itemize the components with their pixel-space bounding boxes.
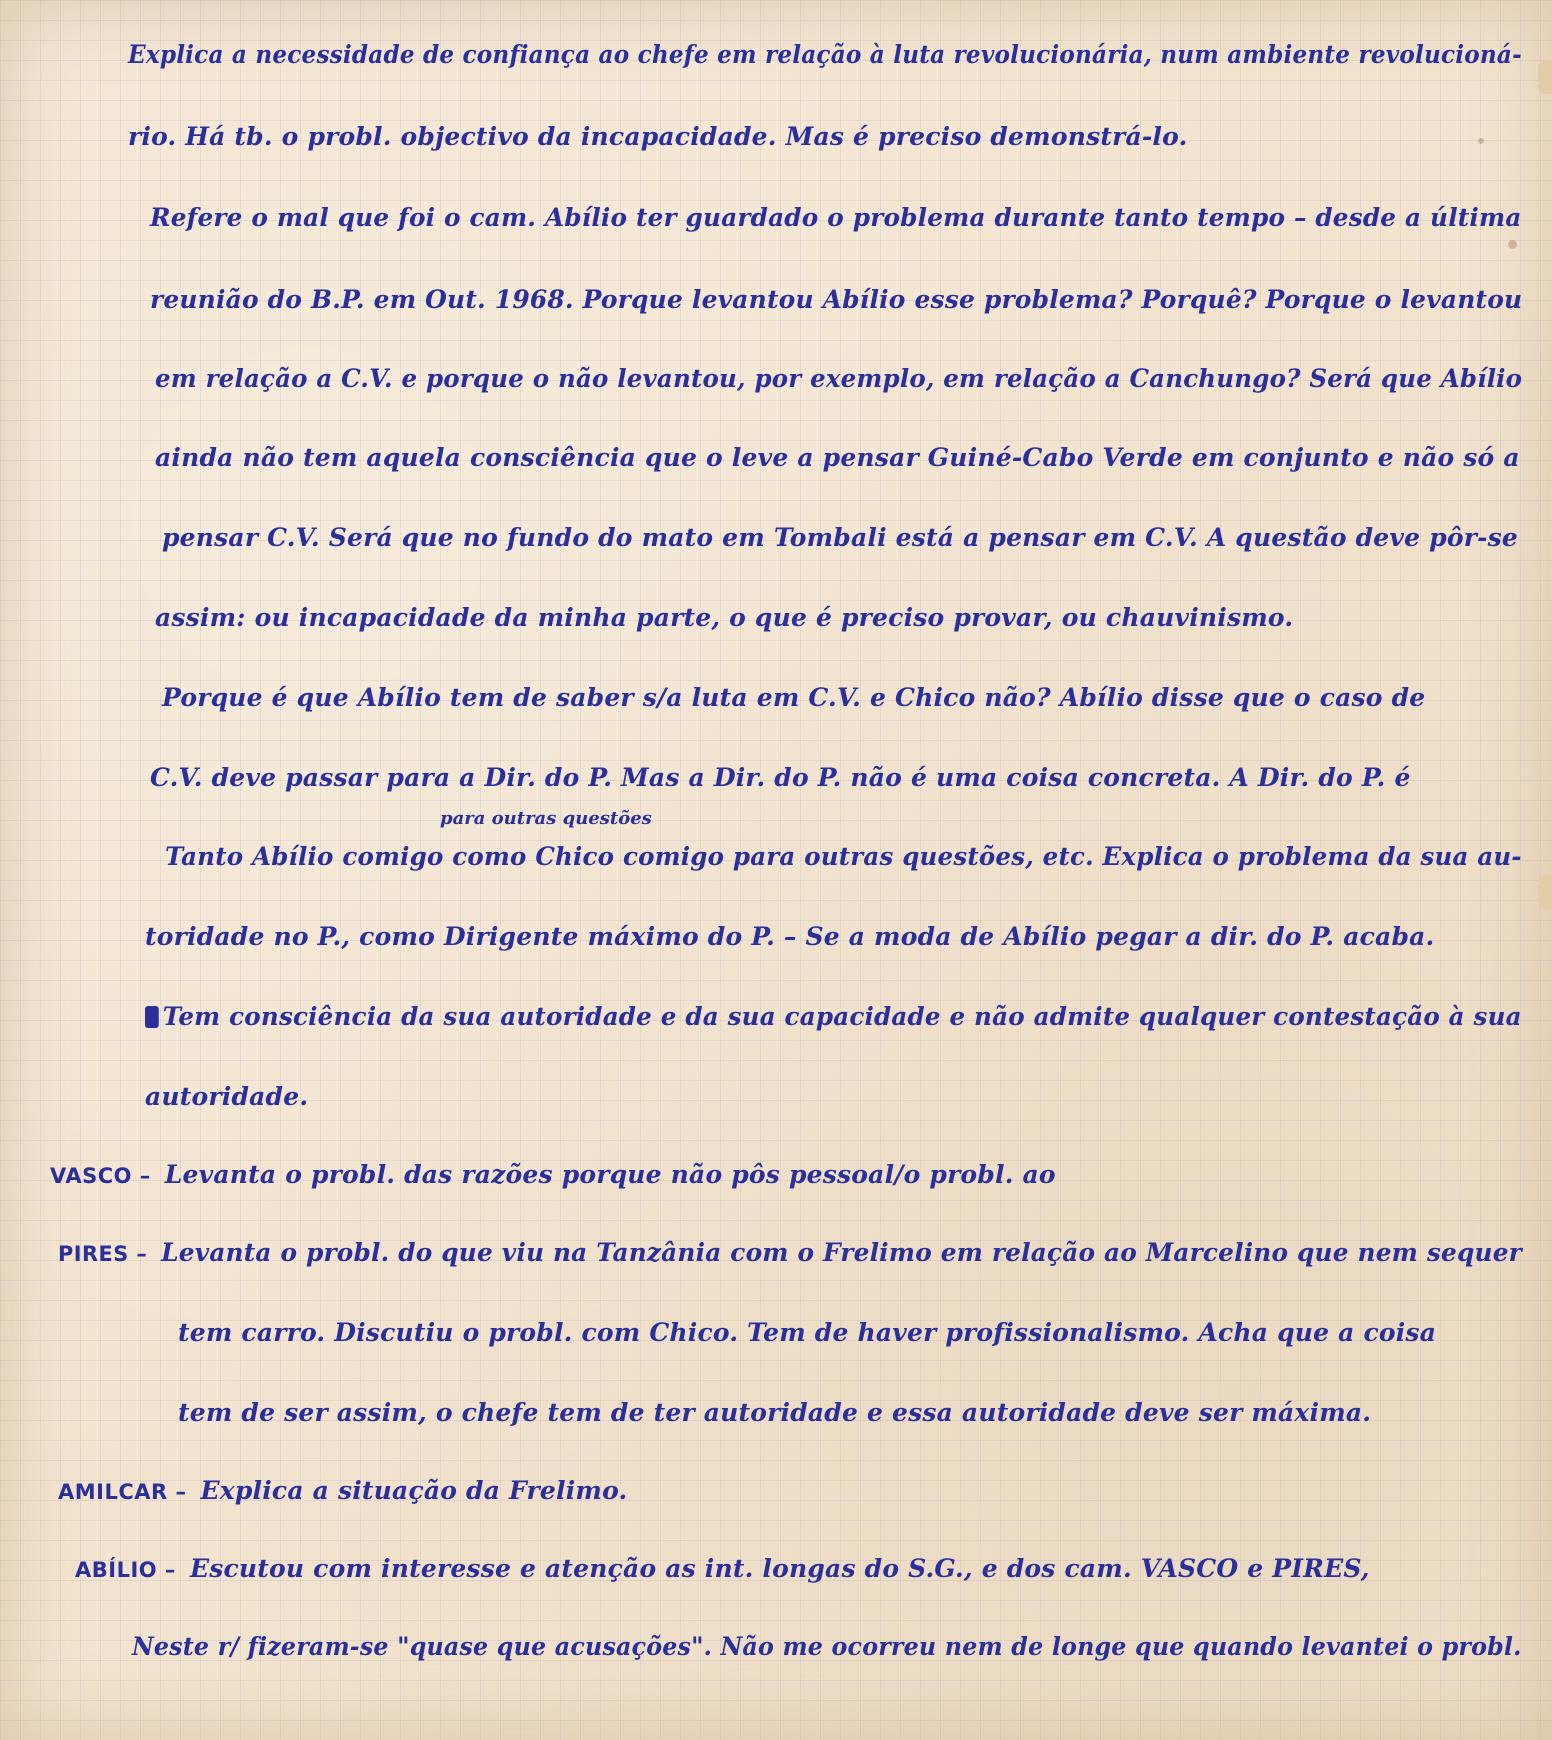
vasco-text: Levanta o probl. das razões porque não pôs pessoal/o probl. ao [164, 1160, 1056, 1189]
manuscript-line-13 [145, 1002, 1522, 1031]
paper-stain [1508, 240, 1517, 249]
manuscript-line-10: C.V. deve passar para a Dir. do P. Mas a Dir. do P. não é uma coisa concreta. A Dir. do P. é [150, 763, 1411, 792]
pires-text: Levanta o probl. do que viu na Tanzânia com o Frelimo em relação ao Marcelino que nem sequer [161, 1238, 1522, 1267]
manuscript-line-3: Refere o mal que foi o cam. Abílio ter guardado o problema durante tanto tempo – desde a última [150, 203, 1522, 232]
speaker-pires: PIRES – [58, 1242, 148, 1266]
manuscript-line-2: rio. Há tb. o probl. objectivo da incapacidade. Mas é preciso demonstrá-lo. [128, 122, 1188, 151]
speaker-vasco: VASCO – [50, 1164, 151, 1188]
manuscript-line-8: assim: ou incapacidade da minha parte, o que é preciso provar, ou chauvinismo. [155, 603, 1294, 632]
manuscript-line-4: reunião do B.P. em Out. 1968. Porque levantou Abílio esse problema? Porquê? Porque o levantou [150, 285, 1523, 314]
manuscript-line-5: em relação a C.V. e porque o não levantou, por exemplo, em relação a Canchungo? Será que Abílio [155, 364, 1523, 393]
manuscript-line-abilio [75, 1554, 1370, 1583]
manuscript-line-7: pensar C.V. Será que no fundo do mato em Tombali está a pensar em C.V. A questão deve pôr-se [162, 523, 1519, 552]
speaker-abilio: ABÍLIO – [75, 1558, 176, 1582]
manuscript-line-9: Porque é que Abílio tem de saber s/a luta em C.V. e Chico não? Abílio disse que o caso de [162, 683, 1426, 712]
manuscript-line-14: autoridade. [145, 1082, 309, 1111]
manuscript-line-21: Neste r/ fizeram-se "quase que acusações". Não me ocorreu nem de longe que quando levantei o probl. [132, 1632, 1522, 1661]
manuscript-line-1: Explica a necessidade de confiança ao chefe em relação à luta revolucionária, num ambiente revolucioná- [128, 40, 1522, 69]
ink-blot-icon [145, 1006, 159, 1028]
interlinear-insertion: para outras questões [440, 808, 652, 829]
paper-stain [1478, 138, 1484, 144]
manuscript-line-17: tem de ser assim, o chefe tem de ter autoridade e essa autoridade deve ser máxima. [178, 1398, 1372, 1427]
paper-edge-damage [1538, 60, 1552, 94]
manuscript-line-12: toridade no P., como Dirigente máximo do P. – Se a moda de Abílio pegar a dir. do P. acaba. [145, 922, 1435, 951]
manuscript-line-6: ainda não tem aquela consciência que o leve a pensar Guiné-Cabo Verde em conjunto e não só a [155, 443, 1520, 472]
manuscript-line-pires [58, 1238, 1522, 1267]
manuscript-line-13-text: Tem consciência da sua autoridade e da sua capacidade e não admite qualquer contestação à sua [162, 1002, 1522, 1031]
paper-edge-damage [1538, 875, 1552, 909]
manuscript-line-16: tem carro. Discutiu o probl. com Chico. Tem de haver profissionalismo. Acha que a coisa [178, 1318, 1437, 1347]
abilio-text: Escutou com interesse e atenção as int. longas do S.G., e dos cam. VASCO e PIRES, [189, 1554, 1370, 1583]
speaker-amilcar: AMILCAR – [58, 1480, 187, 1504]
amilcar-text: Explica a situação da Frelimo. [200, 1476, 628, 1505]
manuscript-line-amilcar [58, 1476, 627, 1505]
manuscript-line-vasco [50, 1160, 1056, 1189]
manuscript-line-11: Tanto Abílio comigo como Chico comigo para outras questões, etc. Explica o problema da sua au- [165, 842, 1522, 871]
